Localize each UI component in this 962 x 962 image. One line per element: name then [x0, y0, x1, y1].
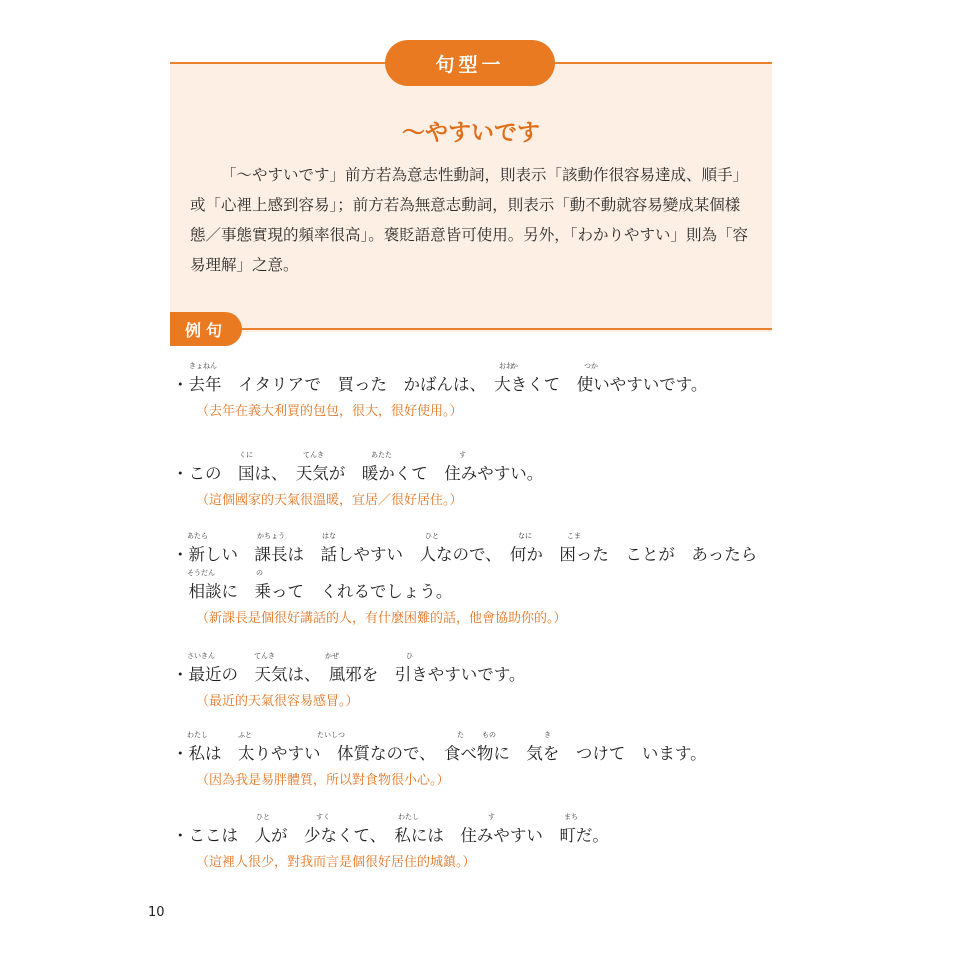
example-translation: （這裡人很少，對我而言是個很好居住的城鎮。）	[196, 855, 476, 870]
example-sentence	[172, 532, 772, 566]
sentence-text: ・私は 太りやすい 体質なので、 食べ物に 気を つけて います。	[172, 744, 707, 763]
ruby: ひと	[425, 532, 439, 540]
example-translation: （去年在義大利買的包包，很大，很好使用。）	[196, 404, 463, 419]
pattern-explanation: 「～やすいです」前方若為意志性動詞，則表示「該動作很容易達成、順手」或「心裡上感到容易」；前方若為無意志動詞，則表示「動不動就容易變成某個樣態／事態實現的頻率很高」。褒貶語意皆可使用。另外，「わかりやすい」則為「容易理解」之意。	[190, 166, 749, 274]
ruby: き	[544, 731, 551, 739]
example-1	[172, 362, 772, 421]
example-sentence	[172, 652, 772, 686]
example-4	[172, 652, 772, 711]
example-translation: （最近的天氣很容易感冒。）	[196, 694, 359, 709]
example-2	[172, 451, 772, 510]
page-number: 10	[148, 905, 165, 920]
ruby: つか	[584, 362, 598, 370]
ruby: すく	[316, 813, 330, 821]
ruby: てんき	[254, 652, 275, 660]
ruby: さいきん	[187, 652, 215, 660]
ruby: ひ	[406, 652, 413, 660]
ruby: わたし	[187, 731, 208, 739]
ruby: てんき	[303, 451, 324, 459]
examples-label: 例句	[170, 312, 242, 346]
example-sentence-continued	[172, 569, 772, 603]
ruby: なに	[518, 532, 532, 540]
ruby: おお	[499, 362, 513, 370]
ruby: まち	[564, 813, 578, 821]
example-translation: （因為我是易胖體質，所以對食物很小心。）	[196, 773, 450, 788]
sentence-text: 相談に 乗って くれるでしょう。	[172, 582, 453, 601]
ruby: ひと	[256, 813, 270, 821]
sentence-text: ・最近の 天気は、 風邪を 引きやすいです。	[172, 665, 526, 684]
ruby: たいしつ	[317, 731, 345, 739]
ruby: た	[457, 731, 464, 739]
pattern-badge: 句型一	[385, 40, 555, 86]
example-sentence	[172, 731, 772, 765]
example-sentence	[172, 451, 772, 485]
sentence-text: ・ここは 人が 少なくて、 私には 住みやすい 町だ。	[172, 826, 609, 845]
ruby: くに	[239, 451, 253, 459]
ruby: の	[256, 569, 263, 577]
example-sentence	[172, 813, 772, 847]
ruby: ふと	[238, 731, 252, 739]
sentence-text: ・去年 イタリアで 買った かばんは、 大きくて 使いやすいです。	[172, 375, 708, 394]
ruby: はな	[322, 532, 336, 540]
ruby: か	[511, 362, 518, 370]
ruby: す	[488, 813, 495, 821]
ruby: あたた	[371, 451, 392, 459]
examples-divider	[242, 328, 772, 330]
example-translation: （這個國家的天氣很溫暖，宜居／很好居住。）	[196, 493, 463, 508]
ruby: かちょう	[257, 532, 285, 540]
example-3	[172, 532, 772, 628]
example-translation: （新課長是個很好講話的人，有什麼困難的話，他會協助你的。）	[196, 611, 567, 626]
ruby: きょねん	[189, 362, 217, 370]
sentence-text: ・この 国は、 天気が 暖かくて 住みやすい。	[172, 464, 544, 483]
ruby: かぜ	[325, 652, 339, 660]
example-6	[172, 813, 772, 872]
ruby: もの	[482, 731, 496, 739]
example-5	[172, 731, 772, 790]
ruby: そうだん	[187, 569, 215, 577]
pattern-title: ～やすいです	[402, 120, 540, 146]
sentence-text: ・新しい 課長は 話しやすい 人なので、 何か 困った ことが あったら	[172, 545, 758, 564]
ruby: あたら	[187, 532, 208, 540]
ruby: わたし	[398, 813, 419, 821]
ruby: こま	[567, 532, 581, 540]
ruby: す	[459, 451, 466, 459]
example-sentence	[172, 362, 772, 396]
